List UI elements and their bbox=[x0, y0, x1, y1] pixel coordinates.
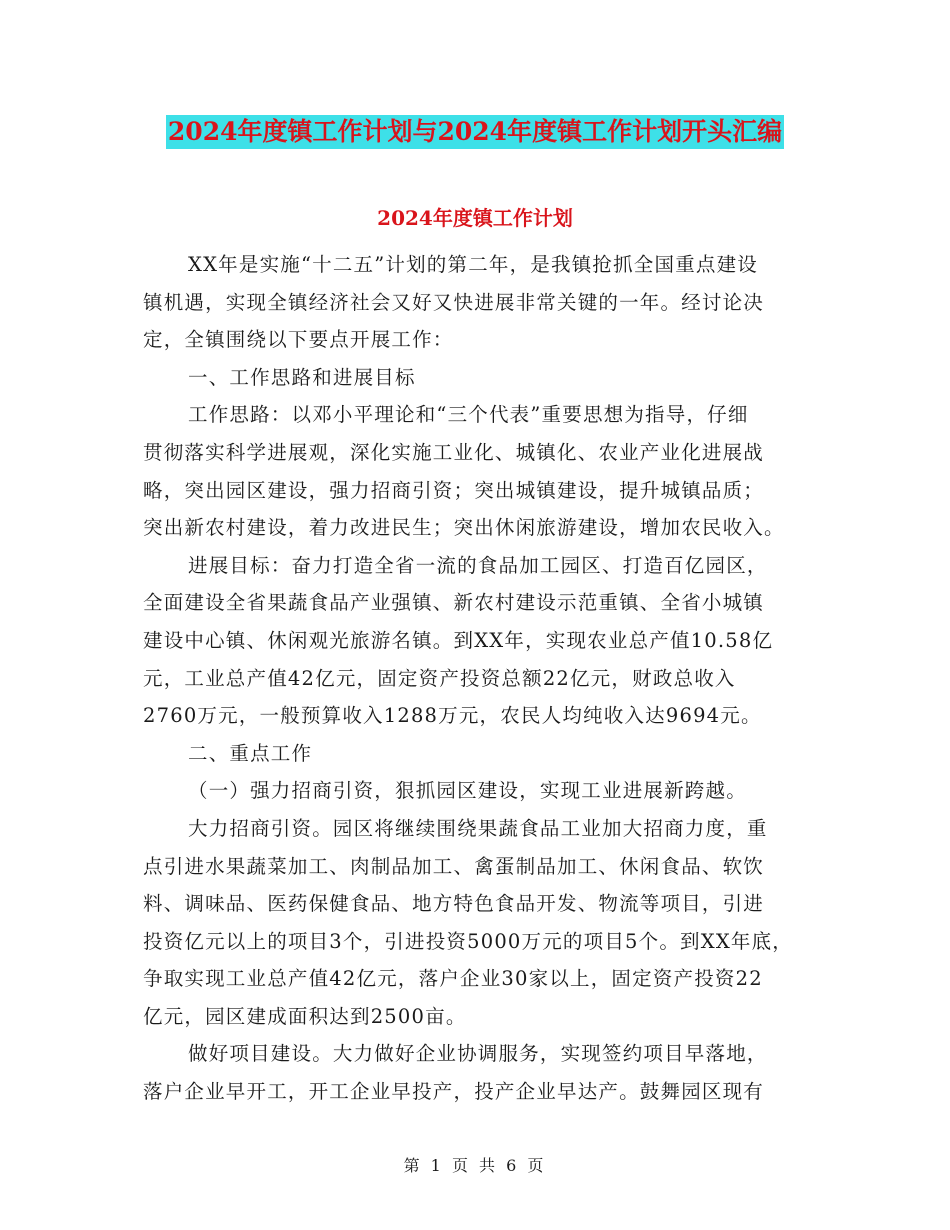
section-title: 2024年度镇工作计划 bbox=[377, 206, 573, 230]
body-line: 进展目标：奋力打造全省一流的食品加工园区、打造百亿园区， bbox=[188, 553, 768, 577]
body-line: （一）强力招商引资，狠抓园区建设，实现工业进展新跨越。 bbox=[188, 779, 747, 803]
body-line: 争取实现工业总产值42亿元，落户企业30家以上，固定资产投资22 bbox=[143, 967, 763, 991]
body-line: 大力招商引资。园区将继续围绕果蔬食品工业加大招商力度，重 bbox=[188, 816, 768, 840]
body-line: 投资亿元以上的项目3个，引进投资5000万元的项目5个。到XX年底， bbox=[143, 929, 794, 953]
body-line: 工作思路：以邓小平理论和“三个代表”重要思想为指导，仔细 bbox=[188, 403, 749, 427]
main-title: 2024年度镇工作计划与2024年度镇工作计划开头汇编 bbox=[166, 115, 784, 149]
body-line: 略，突出园区建设，强力招商引资；突出城镇建设，提升城镇品质； bbox=[143, 478, 765, 502]
body-line: 料、调味品、医药保健食品、地方特色食品开发、物流等项目，引进 bbox=[143, 892, 765, 916]
body-line: 镇机遇，实现全镇经济社会又好又快进展非常关键的一年。经讨论决 bbox=[143, 290, 765, 314]
body-line: XX年是实施“十二五”计划的第二年，是我镇抢抓全国重点建设 bbox=[188, 253, 759, 276]
body-line: 全面建设全省果蔬食品产业强镇、新农村建设示范重镇、全省小城镇 bbox=[143, 591, 765, 615]
body-line: 二、重点工作 bbox=[188, 741, 313, 765]
body-line: 落户企业早开工，开工企业早投产，投产企业早达产。鼓舞园区现有 bbox=[143, 1080, 765, 1104]
body-line: 亿元，园区建成面积达到2500亩。 bbox=[143, 1004, 467, 1028]
body-line: 元，工业总产值42亿元，固定资产投资总额22亿元，财政总收入 bbox=[143, 666, 736, 690]
body-text bbox=[143, 246, 823, 1111]
body-line: 突出新农村建设，着力改进民生；突出休闲旅游建设，增加农民收入。 bbox=[143, 516, 785, 540]
page-footer: 第 1 页 共 6 页 bbox=[403, 1156, 547, 1175]
body-line: 建设中心镇、休闲观光旅游名镇。到XX年，实现农业总产值10.58亿 bbox=[143, 628, 774, 652]
body-line: 做好项目建设。大力做好企业协调服务，实现签约项目早落地， bbox=[188, 1042, 768, 1066]
main-title-wrap bbox=[0, 115, 950, 149]
body-line: 2760万元，一般预算收入1288万元，农民人均纯收入达9694元。 bbox=[143, 704, 762, 728]
body-line: 贯彻落实科学进展观，深化实施工业化、城镇化、农业产业化进展战 bbox=[143, 440, 765, 464]
body-line: 定，全镇围绕以下要点开展工作： bbox=[143, 328, 454, 352]
body-line: 点引进水果蔬菜加工、肉制品加工、禽蛋制品加工、休闲食品、软饮 bbox=[143, 854, 765, 878]
body-line: 一、工作思路和进展目标 bbox=[188, 365, 416, 389]
